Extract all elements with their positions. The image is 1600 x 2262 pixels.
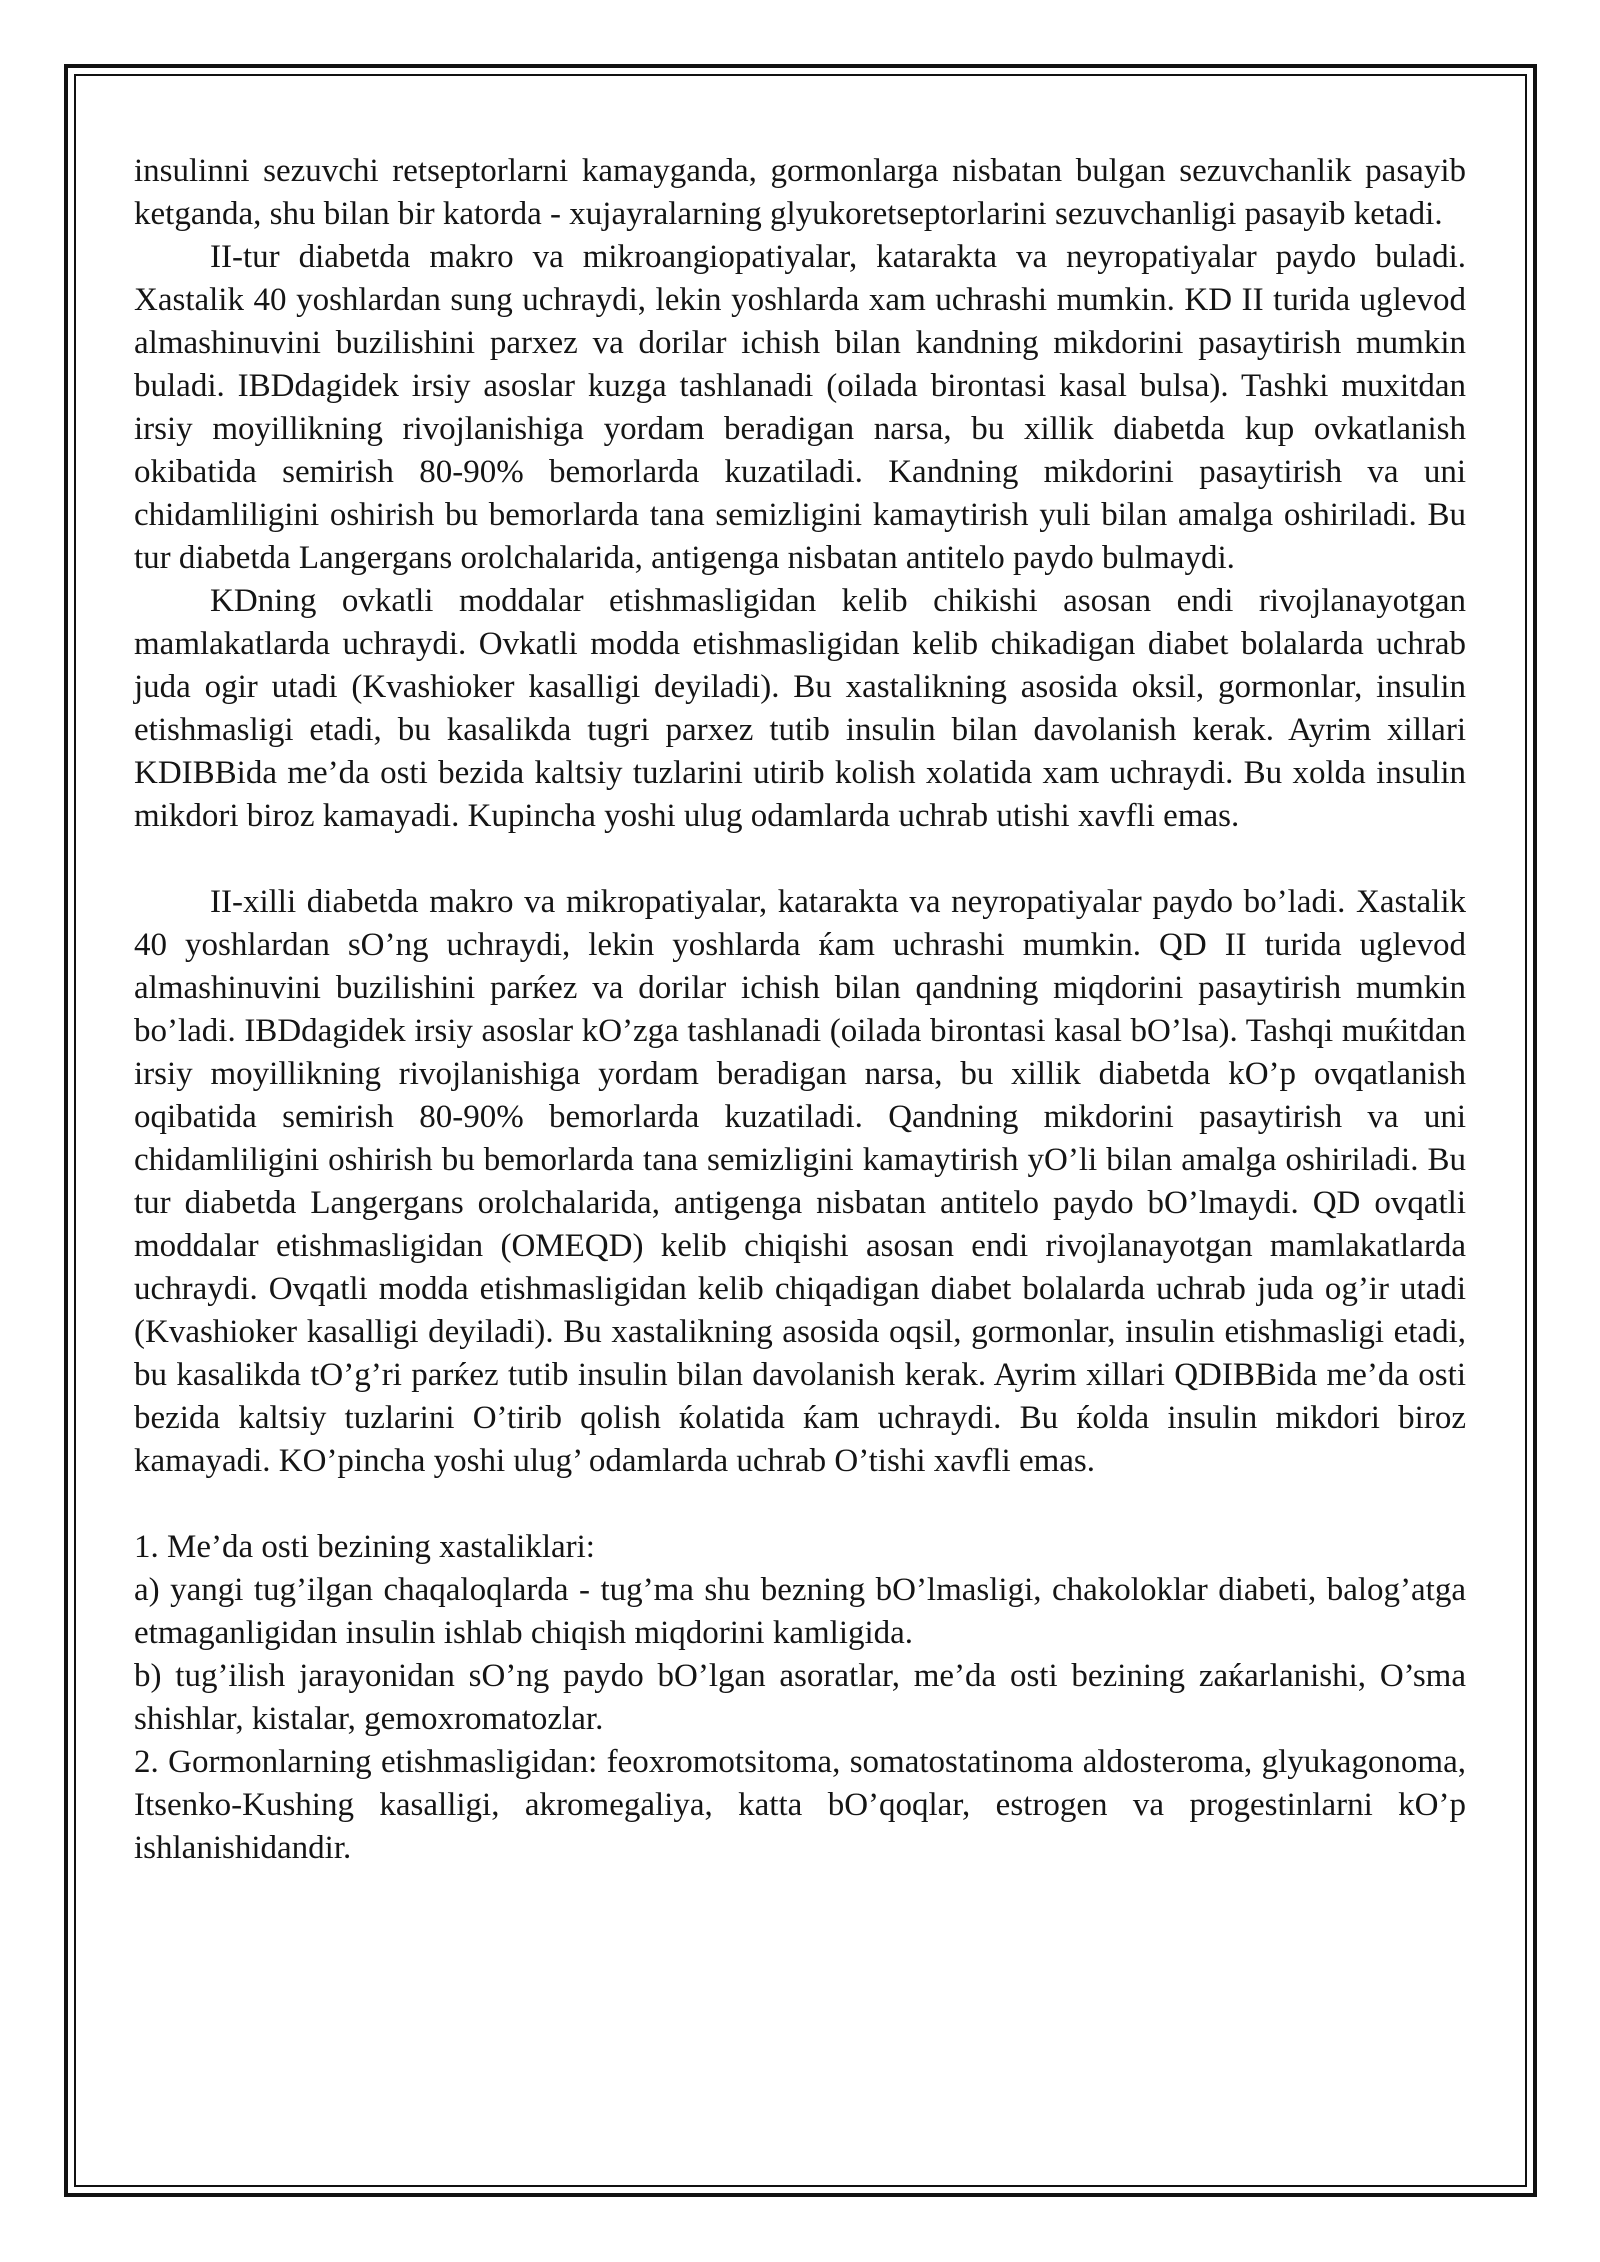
list-item-hormone-deficiency: 2. Gormonlarning etishmasligidan: feoxromotsitoma, somatostatinoma aldosteroma, glyukagonoma, Itsenko-Kushing kasalligi, akromegaliya, katta bO’qoqlar, estrogen va progestinlarni kO’p ishlanishidandir.: [134, 1744, 1466, 1866]
paragraph-nutritional-diabetes: KDning ovkatli moddalar etishmasligidan kelib chikishi asosan endi rivojlanayotgan mamlakatlarda uchraydi. Ovkatli modda etishmasligidan kelib chikadigan diabet bolalarda uchrab juda ogir utadi (Kvashioker kasalligi deyiladi). Bu xastalikning asosida oksil, gormonlar, insulin etishmasligi etadi, bu kasalikda tugri parxez tutib insulin bilan davolanish kerak. Ayrim xillari KDIBBida me’da osti bezida kaltsiy tuzlarini utirib kolish xolatida xam uchraydi. Bu xolda insulin mikdori biroz kamayadi. Kupincha yoshi ulug odamlarda uchrab utishi xavfli emas.: [134, 583, 1466, 834]
list-item-a: a) yangi tug’ilgan chaqaloqlarda - tug’ma shu bezning bO’lmasligi, chakoloklar diabeti, balog’atga etmaganligidan insulin ishlab chiqish miqdorini kamligida.: [134, 1572, 1466, 1651]
list-item-b: b) tug’ilish jarayonidan sO’ng paydo bO’lgan asoratlar, me’da osti bezining zaќarlanishi, O’sma shishlar, kistalar, gemoxromatozlar.: [134, 1658, 1466, 1737]
paragraph-continuation: insulinni sezuvchi retseptorlarni kamayganda, gormonlarga nisbatan bulgan sezuvchanlik pasayib ketganda, shu bilan bir katorda - xujayralarning glyukoretseptorlarini sezuvchanligi pasayib ketadi.: [134, 153, 1466, 232]
list-heading-pancreas-diseases: 1. Me’da osti bezining xastaliklari:: [134, 1529, 595, 1565]
paragraph-type2-diabetes-revised: II-xilli diabetda makro va mikropatiyalar, katarakta va neyropatiyalar paydo bo’ladi. Xastalik 40 yoshlardan sO’ng uchraydi, lekin yoshlarda ќam uchrashi mumkin. QD II turida uglevod almashinuvini buzilishini parќez va dorilar ichish bilan qandning miqdorini pasaytirish mumkin bo’ladi. IBDdagidek irsiy asoslar kO’zga tashlanadi (oilada birontasi kasal bO’lsa). Tashqi muќitdan irsiy moyillikning rivojlanishiga yordam beradigan narsa, bu xillik diabetda kO’p ovqatlanish oqibatida semirish 80-90% bemorlarda kuzatiladi. Qandning mikdorini pasaytirish va uni chidamliligini oshirish bu bemorlarda tana semizligini kamaytirish yO’li bilan amalga oshiriladi. Bu tur diabetda Langergans orolchalarida, antigenga nisbatan antitelo paydo bO’lmaydi. QD ovqatli moddalar etishmasligidan (OMEQD) kelib chiqishi asosan endi rivojlanayotgan mamlakatlarda uchraydi. Ovqatli modda etishmasligidan kelib chiqadigan diabet bolalarda uchrab juda og’ir utadi (Kvashioker kasalligi deyiladi). Bu xastalikning asosida oqsil, gormonlar, insulin etishmasligi etadi, bu kasalikda tO’g’ri parќez tutib insulin bilan davolanish kerak. Ayrim xillari QDIBBida me’da osti bezida kaltsiy tuzlarini O’tirib qolish ќolatida ќam uchraydi. Bu ќolda insulin mikdori biroz kamayadi. KO’pincha yoshi ulug’ odamlarda uchrab O’tishi xavfli emas.: [134, 884, 1466, 1479]
document-body: [134, 150, 1466, 1870]
paragraph-type2-diabetes: II-tur diabetda makro va mikroangiopatiyalar, katarakta va neyropatiyalar paydo buladi. Xastalik 40 yoshlardan sung uchraydi, lekin yoshlarda xam uchrashi mumkin. KD II turida uglevod almashinuvini buzilishini parxez va dorilar ichish bilan kandning mikdorini pasaytirish mumkin buladi. IBDdagidek irsiy asoslar kuzga tashlanadi (oilada birontasi kasal bulsa). Tashki muxitdan irsiy moyillikning rivojlanishiga yordam beradigan narsa, bu xillik diabetda kup ovkatlanish okibatida semirish 80-90% bemorlarda kuzatiladi. Kandning mikdorini pasaytirish va uni chidamliligini oshirish bu bemorlarda tana semizligini kamaytirish yuli bilan amalga oshiriladi. Bu tur diabetda Langergans orolchalarida, antigenga nisbatan antitelo paydo bulmaydi.: [134, 239, 1466, 576]
